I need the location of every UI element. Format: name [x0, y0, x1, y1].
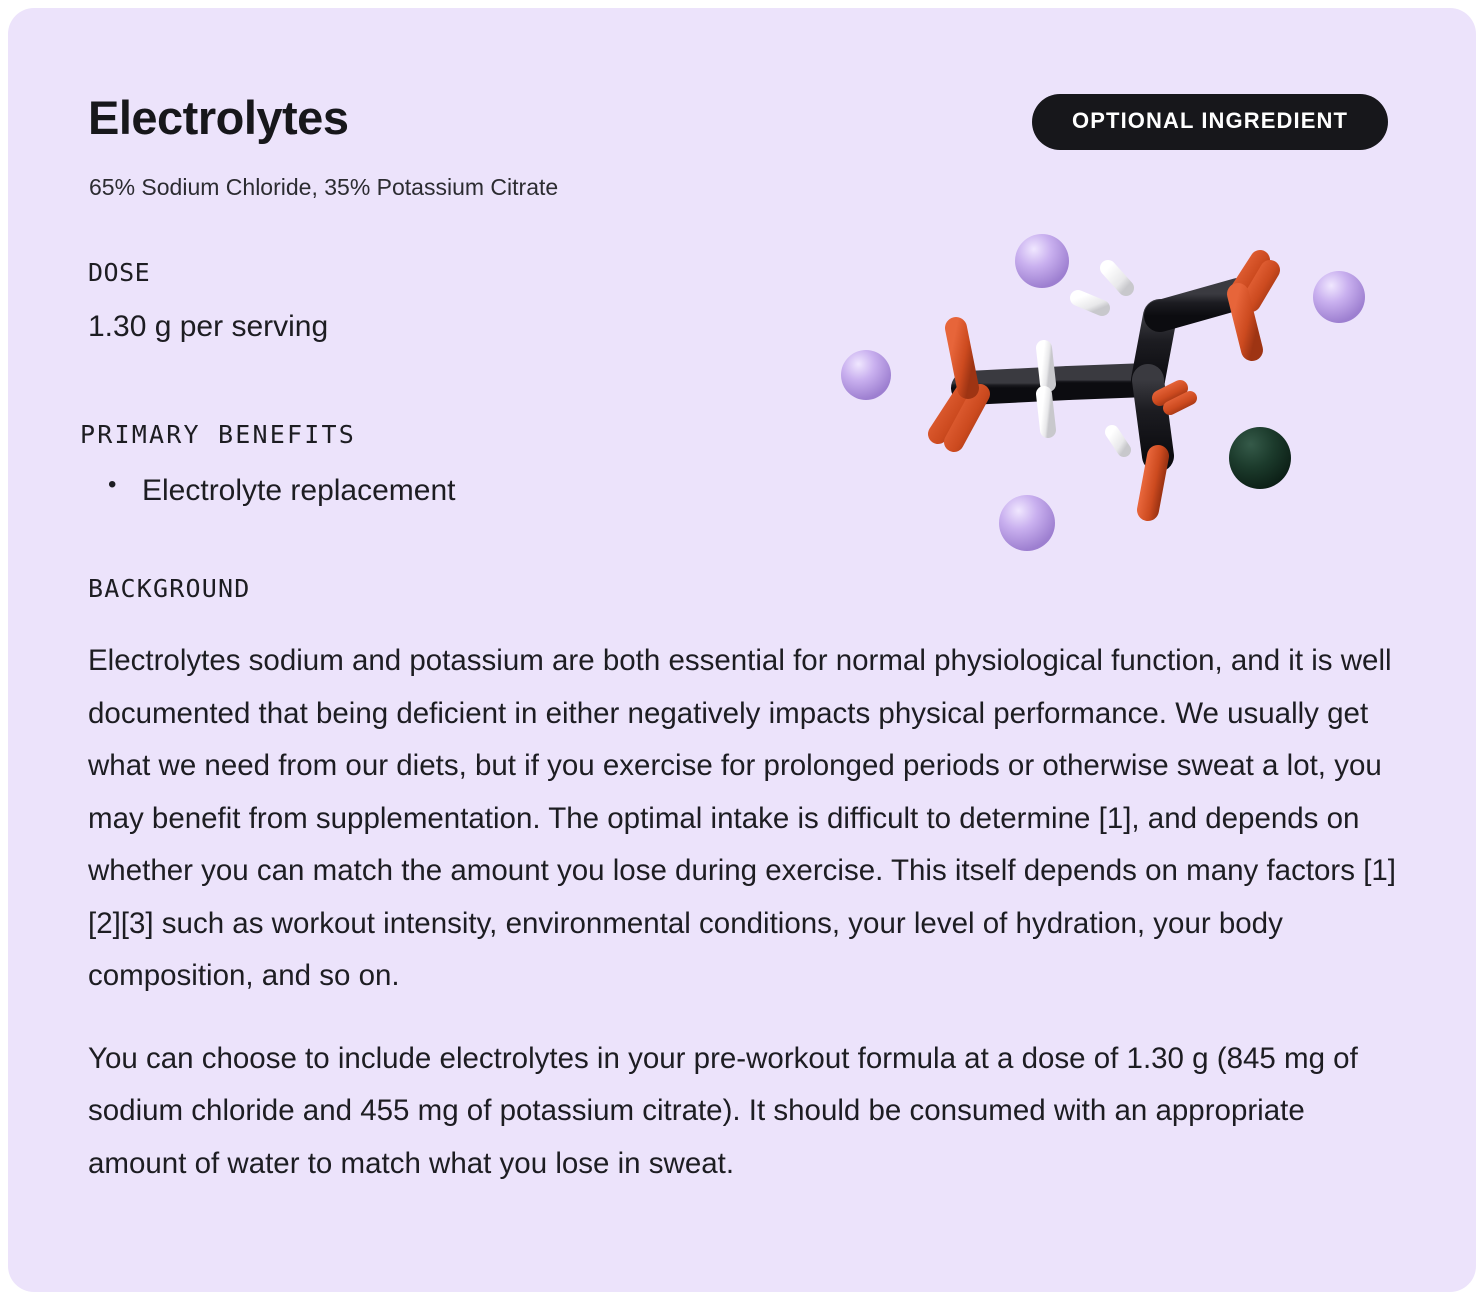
- ion-sphere: [1313, 271, 1365, 323]
- ion-sphere: [1015, 234, 1069, 288]
- background-label: BACKGROUND: [88, 574, 251, 603]
- primary-benefits-list: [104, 470, 455, 512]
- background-paragraph: Electrolytes sodium and potassium are both essential for normal physiological function, and it is well documented that being deficient in either negatively impacts physical performance. We usually get what we need from our diets, but if you exercise for prolonged periods or otherwise sweat a lot, you may benefit from supplementation. The optimal intake is difficult to determine [1], and depends on whether you can match the amount you lose during exercise. This itself depends on many factors [1][2][3] such as workout intensity, environmental conditions, your level of hydration, your body composition, and so on.: [88, 644, 1396, 992]
- dose-label: DOSE: [88, 258, 151, 287]
- list-item: • Electrolyte replacement: [104, 470, 455, 512]
- background-text: [88, 635, 1408, 1190]
- molecule-illustration: [808, 198, 1428, 578]
- ion-sphere: [841, 350, 891, 400]
- background-paragraph: You can choose to include electrolytes in your pre-workout formula at a dose of 1.30 g (845 mg of sodium chloride and 455 mg of potassium citrate). It should be consumed with an appropriate amount of water to match what you lose in sweat.: [88, 1041, 1358, 1180]
- dose-value: 1.30 g per serving: [88, 310, 329, 343]
- molecule-3d-render: [808, 198, 1428, 578]
- ion-sphere: [999, 495, 1055, 551]
- card-content: [8, 8, 1476, 1292]
- ion-sphere-dark: [1229, 427, 1291, 489]
- primary-benefits-label: PRIMARY BENEFITS: [80, 420, 357, 449]
- status-badge: OPTIONAL INGREDIENT: [1032, 94, 1388, 150]
- ingredient-card: [8, 8, 1476, 1292]
- page-title: Electrolytes: [88, 91, 349, 144]
- ingredient-composition: 65% Sodium Chloride, 35% Potassium Citrate: [89, 174, 559, 200]
